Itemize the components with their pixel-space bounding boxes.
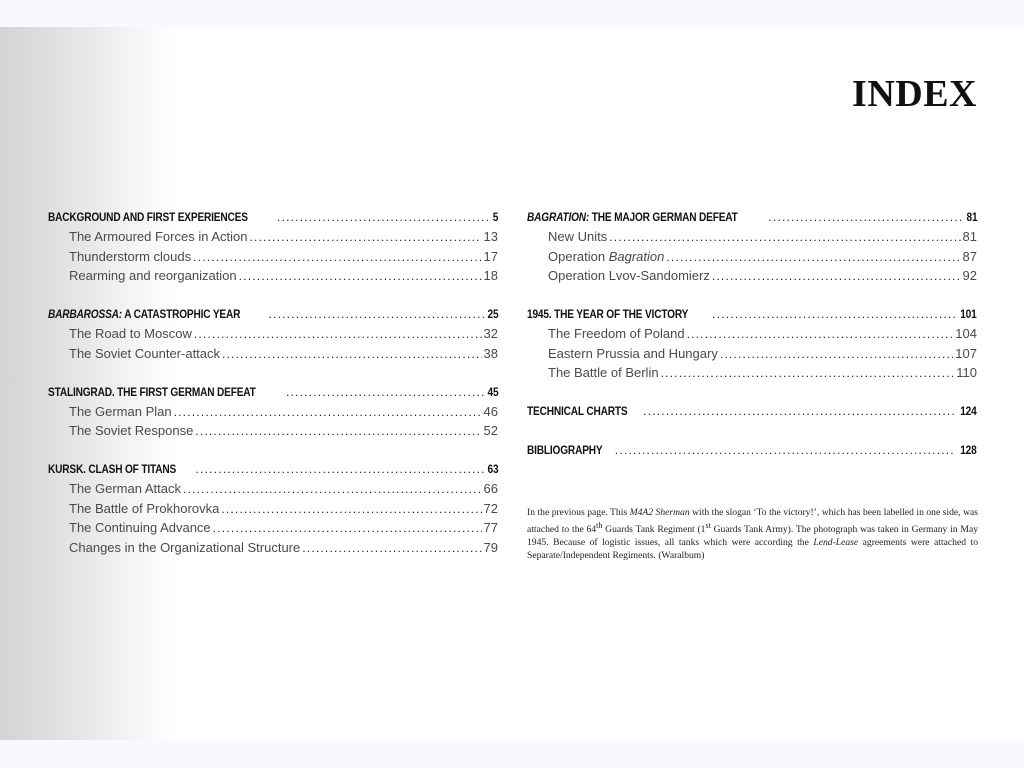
toc-entry-label: The Soviet Counter-attack bbox=[69, 345, 221, 361]
toc-page-number: 32 bbox=[483, 326, 498, 342]
toc-dot-leader bbox=[269, 307, 484, 321]
toc-entry-label: 1945. THE YEAR OF THE VICTORY bbox=[527, 308, 689, 321]
toc-section-entry[interactable] bbox=[48, 268, 498, 287]
toc-page-number: 128 bbox=[960, 444, 977, 457]
toc-dot-leader bbox=[687, 327, 954, 341]
toc-dot-leader bbox=[239, 269, 482, 283]
toc-spacer bbox=[527, 423, 977, 442]
toc-chapter-entry[interactable] bbox=[48, 462, 498, 481]
toc-dot-leader bbox=[277, 210, 490, 224]
toc-page-number: 81 bbox=[962, 229, 977, 245]
toc-entry-label: Operation Lvov-Sandomierz bbox=[548, 268, 710, 284]
toc-page-number: 81 bbox=[966, 212, 977, 224]
toc-spacer bbox=[527, 288, 977, 307]
toc-section-entry[interactable] bbox=[527, 346, 977, 365]
toc-chapter-entry[interactable] bbox=[527, 210, 977, 229]
toc-page-number: 110 bbox=[956, 365, 977, 381]
toc-dot-leader bbox=[194, 327, 482, 341]
toc-entry-label: BIBLIOGRAPHY bbox=[527, 444, 603, 457]
toc-chapter-entry[interactable] bbox=[48, 385, 498, 404]
toc-page-number: 52 bbox=[483, 423, 498, 439]
toc-entry-label: KURSK. CLASH OF TITANS bbox=[48, 464, 177, 477]
toc-page-number: 13 bbox=[483, 229, 498, 245]
toc-page-number: 17 bbox=[483, 248, 498, 264]
toc-section-entry[interactable] bbox=[48, 423, 498, 442]
toc-dot-leader bbox=[174, 405, 482, 419]
toc-entry-label: The Armoured Forces in Action bbox=[69, 229, 248, 245]
toc-chapter-entry[interactable] bbox=[527, 404, 977, 423]
toc-dot-leader bbox=[643, 404, 956, 418]
toc-chapter-entry[interactable] bbox=[527, 307, 977, 326]
toc-page-number: 45 bbox=[487, 386, 498, 399]
toc-section-entry[interactable] bbox=[48, 249, 498, 268]
toc-section-entry[interactable] bbox=[48, 481, 498, 500]
toc-left-column bbox=[48, 210, 498, 559]
toc-section-entry[interactable] bbox=[527, 326, 977, 345]
toc-spacer bbox=[48, 443, 498, 462]
toc-dot-leader bbox=[615, 443, 957, 457]
toc-dot-leader bbox=[221, 502, 481, 516]
toc-section-entry[interactable] bbox=[48, 404, 498, 423]
toc-dot-leader bbox=[196, 462, 484, 476]
toc-page-number: 72 bbox=[483, 500, 498, 516]
toc-section-entry[interactable] bbox=[527, 249, 977, 268]
toc-page-number: 5 bbox=[492, 212, 498, 224]
toc-page-number: 79 bbox=[483, 539, 498, 555]
toc-dot-leader bbox=[249, 230, 481, 244]
toc-spacer bbox=[527, 385, 977, 404]
toc-dot-leader bbox=[193, 250, 481, 264]
toc-entry-label: Eastern Prussia and Hungary bbox=[548, 345, 718, 361]
toc-section-entry[interactable] bbox=[48, 229, 498, 248]
toc-page-number: 87 bbox=[962, 248, 977, 264]
toc-entry-label: The Continuing Advance bbox=[69, 520, 211, 536]
toc-dot-leader bbox=[195, 424, 481, 438]
toc-page-number: 77 bbox=[483, 520, 498, 536]
toc-page-number: 38 bbox=[483, 345, 498, 361]
toc-entry-label: The Battle of Berlin bbox=[548, 365, 659, 381]
toc-dot-leader bbox=[661, 366, 955, 380]
toc-entry-label: The Soviet Response bbox=[69, 423, 194, 439]
toc-entry-label: The Road to Moscow bbox=[69, 326, 192, 342]
viewer-top-band bbox=[0, 0, 1024, 27]
toc-dot-leader bbox=[222, 347, 482, 361]
toc-page-number: 107 bbox=[955, 345, 977, 361]
toc-page-number: 46 bbox=[483, 403, 498, 419]
toc-section-entry[interactable] bbox=[48, 326, 498, 345]
toc-page-number: 66 bbox=[483, 481, 498, 497]
toc-entry-label: BAGRATION: THE MAJOR GERMAN DEFEAT bbox=[527, 212, 738, 224]
toc-dot-leader bbox=[286, 385, 484, 399]
toc-entry-label: STALINGRAD. THE FIRST GERMAN DEFEAT bbox=[48, 386, 256, 399]
toc-entry-label: The Freedom of Poland bbox=[548, 326, 685, 342]
toc-entry-label: BACKGROUND AND FIRST EXPERIENCES bbox=[48, 212, 248, 224]
toc-spacer bbox=[48, 288, 498, 307]
toc-entry-label: The German Plan bbox=[69, 403, 172, 419]
toc-dot-leader bbox=[302, 541, 481, 555]
toc-section-entry[interactable] bbox=[527, 229, 977, 248]
toc-chapter-entry[interactable] bbox=[527, 443, 977, 462]
toc-page-number: 18 bbox=[483, 268, 498, 284]
toc-entry-label: New Units bbox=[548, 229, 608, 245]
photo-caption: In the previous page. This M4A2 Sherman with the slogan ‘To the victory!’, which has been labelled in one side, was attached to the 64th Guards Tank Regiment (1st Guards Tank Army). The photograph was taken in Germany in May 1945. Because of logistic issues, all tanks which were according the Lend-Lease agreements were attached to Separate/Independent Regiments. (Waralbum) bbox=[527, 507, 978, 562]
toc-page-number: 25 bbox=[487, 308, 498, 321]
toc-entry-label: Thunderstorm clouds bbox=[69, 248, 192, 264]
toc-chapter-entry[interactable] bbox=[48, 210, 498, 229]
toc-entry-label: The Battle of Prokhorovka bbox=[69, 500, 220, 516]
toc-entry-label: Rearming and reorganization bbox=[69, 268, 237, 284]
toc-section-entry[interactable] bbox=[527, 365, 977, 384]
toc-chapter-entry[interactable] bbox=[48, 307, 498, 326]
toc-dot-leader bbox=[720, 347, 953, 361]
toc-dot-leader bbox=[213, 521, 482, 535]
toc-spacer bbox=[48, 365, 498, 384]
toc-page-number: 92 bbox=[962, 268, 977, 284]
toc-entry-label: BARBAROSSA: A CATASTROPHIC YEAR bbox=[48, 308, 241, 321]
toc-dot-leader bbox=[609, 230, 960, 244]
toc-page-number: 101 bbox=[960, 308, 977, 321]
toc-dot-leader bbox=[712, 269, 961, 283]
viewer-bottom-band bbox=[0, 740, 1024, 768]
toc-dot-leader bbox=[712, 307, 956, 321]
toc-entry-label: Operation Bagration bbox=[548, 248, 665, 264]
toc-dot-leader bbox=[768, 210, 962, 224]
toc-right-column bbox=[527, 210, 977, 462]
toc-page-number: 63 bbox=[487, 464, 498, 477]
toc-section-entry[interactable] bbox=[48, 520, 498, 539]
toc-section-entry[interactable] bbox=[527, 268, 977, 287]
page-title: INDEX bbox=[852, 73, 977, 115]
toc-entry-label: Changes in the Organizational Structure bbox=[69, 539, 301, 555]
toc-section-entry[interactable] bbox=[48, 540, 498, 559]
toc-section-entry[interactable] bbox=[48, 501, 498, 520]
toc-page-number: 124 bbox=[960, 405, 977, 418]
toc-entry-label: The German Attack bbox=[69, 481, 181, 497]
toc-dot-leader bbox=[666, 250, 960, 264]
toc-page-number: 104 bbox=[955, 326, 977, 342]
toc-dot-leader bbox=[183, 482, 482, 496]
toc-section-entry[interactable] bbox=[48, 346, 498, 365]
toc-entry-label: TECHNICAL CHARTS bbox=[527, 405, 628, 418]
